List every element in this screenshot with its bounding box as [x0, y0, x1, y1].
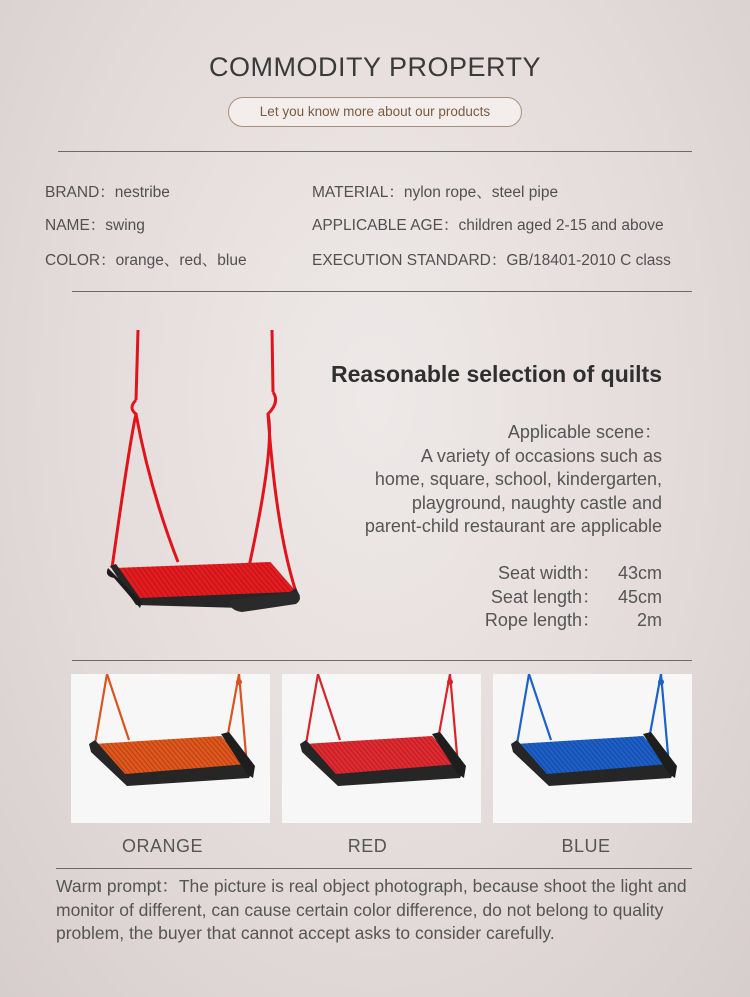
- brand-property: BRAND：nestribe: [45, 184, 170, 201]
- variant-label-red: RED: [347, 836, 388, 856]
- divider-bottom: [56, 868, 692, 869]
- dimension-value: 2m: [636, 610, 662, 630]
- color-property: COLOR：orange、red、blue: [45, 252, 247, 269]
- red-swing-image: [282, 674, 481, 823]
- warm-prompt: Warm prompt：The picture is real object photograph, because shoot the light and monitor of different, can cause certain color difference, do not belong to quality problem, the buyer that cannot accept asks to consider carefully.: [56, 876, 687, 943]
- material-property: MATERIAL：nylon rope、steel pipe: [312, 184, 559, 201]
- red-swing-photo: [282, 674, 481, 823]
- divider-properties: [72, 291, 692, 292]
- variant-label-blue: BLUE: [561, 836, 611, 856]
- variant-label-orange: ORANGE: [121, 836, 203, 856]
- name-property: NAME：swing: [45, 217, 145, 234]
- subtitle-badge: Let you know more about our products: [228, 97, 522, 127]
- divider-feature: [72, 660, 692, 661]
- scene-line: home, square, school, kindergarten,: [374, 469, 662, 489]
- scene-label: Applicable scene：: [507, 422, 662, 442]
- dimension-label: Rope length：: [484, 610, 600, 630]
- scene-description: [302, 421, 662, 539]
- orange-swing-image: [71, 674, 270, 823]
- standard-property: EXECUTION STANDARD：GB/18401-2010 C class: [312, 252, 671, 269]
- dimension-label: Seat length：: [490, 586, 600, 607]
- main-swing-image: [100, 330, 315, 625]
- scene-line: A variety of occasions such as: [420, 445, 662, 466]
- orange-swing-photo: [71, 674, 270, 823]
- seat-length-row: [485, 586, 662, 610]
- page-title: COMMODITY PROPERTY: [208, 52, 542, 82]
- divider-top: [58, 151, 692, 152]
- seat-width-row: [485, 562, 662, 586]
- dimension-value: 45cm: [617, 586, 662, 607]
- age-property: APPLICABLE AGE：children aged 2-15 and above: [312, 217, 664, 234]
- scene-line: playground, naughty castle and: [411, 492, 662, 513]
- dimension-value: 43cm: [617, 563, 662, 583]
- scene-line: parent-child restaurant are applicable: [364, 516, 662, 536]
- rope: [112, 330, 296, 598]
- dimensions-list: [485, 562, 662, 633]
- feature-heading: Reasonable selection of quilts: [330, 361, 662, 387]
- blue-swing-photo: [493, 674, 692, 823]
- dimension-label: Seat width：: [497, 563, 600, 583]
- rope-length-row: [485, 609, 662, 633]
- blue-swing-image: [493, 674, 692, 823]
